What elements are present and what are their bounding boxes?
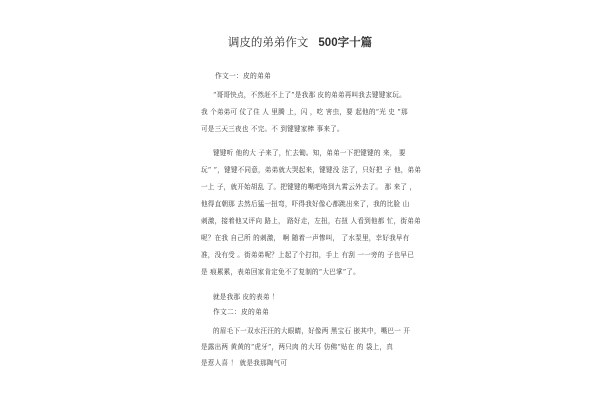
paragraph-line: 刺激，接着他又评向 路上， 路好走，左扭，右扭 人看到他都 忙，街弟弟 [201, 217, 421, 225]
paragraph-line: 呢？在我 自己所 的刺激， 啊 随着一声惨叫， 了水泵里，幸好我早有 [201, 234, 410, 242]
paragraph-line: 我 个弟弟可 仗了住 人 里腾 上，闪 ，吃 害虫，要 起他的“光 史 ”那 [201, 108, 408, 116]
paragraph-line: 键键听 他的大 子来了，忙去锄。知，弟弟一下把键键的 来， 要 [213, 149, 406, 157]
section-heading-2: 作文二：皮的弟弟 [213, 308, 269, 316]
paragraph-line: 是 痕累累，表弟回家肯定免不了复制的“大巴掌”了。 [201, 268, 360, 276]
paragraph-line: 准，没有受 。街弟弟呢？上起了个打扣，手上 有刮 一一旁的 子也早已 [201, 251, 414, 259]
paragraph-line: 玩“ ”，键键不同意，弟弟就大哭起来，键键没 法了，只好把 子 他，弟弟 [201, 166, 422, 174]
paragraph-line: 可是三天三夜也 不完。不 到键键家棒 事来了。 [201, 125, 344, 133]
title-text: 调皮的弟弟作文 [227, 35, 309, 49]
closing-line: 就是我那 皮的表弟 ！ [213, 293, 279, 301]
section-heading-1: 作文一：皮的弟弟 [215, 72, 271, 80]
page-title [0, 34, 600, 50]
paragraph-line: 一上 子，就开始胡乱 了。把键键的嘴吧咯到九霄云外去了。 那 来了 ， [201, 183, 417, 191]
title-number: 500字十篇 [318, 37, 373, 49]
paragraph-line: 的眉毛下一双水汪汪的大眼睛，好像两 黑宝石 嵌其中，嘴巴一 开 [213, 327, 411, 335]
paragraph-line: 他得直朝那 去然后猛一扭弯，吓得我好像心都跳出来了，我的比脸 山 [201, 200, 410, 208]
paragraph-line: 是露出两 黄黄的“虎牙”，两只肉 的大耳 仿佛“贴在 的 袋上，真 [201, 343, 394, 351]
paragraph-line: 是惹人喜 ！ 就是我那陶气可 [201, 359, 288, 367]
paragraph-line: “哥哥快点，不然赶不上了”是我那 皮的弟弟再叫我去键键家玩。 [213, 91, 406, 99]
